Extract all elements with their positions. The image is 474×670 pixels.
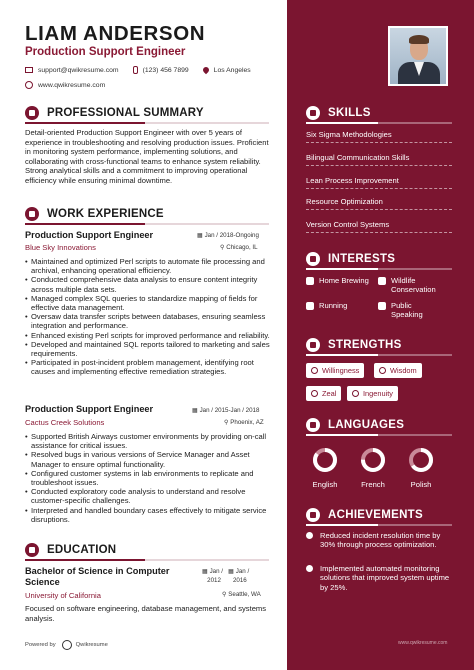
interests-divider [306,268,452,270]
education-divider [25,559,269,561]
list-item: • Enhanced existing Perl scripts for improved performance and reliability. [25,331,271,340]
pin-icon: ⚲ [224,419,231,426]
summary-text: Detail-oriented Production Support Engineer with over 5 years of experience in troubleshooting and resolving production issues. Proficient in monitoring system performance, implementing solutions, and collaborating with cross-functional teams to enhance system reliability. Strong analytical skills and a commitment to improving operational efficiency while ensuring minimal downtime. [25,128,269,185]
education-title: EDUCATION [47,544,117,556]
strength-label: Willingness [322,366,360,375]
edu-date-4: 2016 [232,576,247,584]
job-1-company: Blue Sky Innovations [25,243,96,252]
pin-icon: ⚲ [222,591,229,598]
list-item: • Maintained and optimized Perl scripts to automate file processing and archival, enhancing operational efficiency. [25,257,271,275]
edu-date-3: Jan / [235,568,250,575]
lightbulb-icon [379,367,386,374]
education-heading [25,543,116,557]
interest-label: Home Brewing [319,276,369,285]
globe-icon [25,81,33,89]
candidate-role: Production Support Engineer [25,46,186,58]
edu-date-1: Jan / [209,568,223,575]
list-item: • Conducted exploratory code analysis to understand and resolve customer-specific challenges. [25,487,271,505]
list-item: • Configured customer systems in lab environments to replicate and troubleshoot issues. [25,469,271,487]
briefcase-icon [25,106,39,120]
job-1-location-text: Chicago, IL [226,244,258,251]
interest-item [378,276,454,295]
list-item: • Supported British Airways customer environments by providing on-call assistance for critical issues. [25,432,271,450]
calendar-icon: ▦ [197,232,205,239]
interest-label: Wildlife Conservation [391,276,436,295]
interest-item [306,276,376,285]
achievement-text: Reduced incident resolution time by 30% through process optimization. [320,531,441,550]
calendar-icon: ▦ [192,407,200,414]
location-pin-icon [201,66,209,74]
achievement-item [306,564,452,592]
work-icon [25,207,39,221]
languages-divider [306,434,452,436]
skill-divider [306,188,452,189]
skills-divider [306,122,452,124]
languages-title: LANGUAGES [328,419,405,431]
mail-icon [25,67,33,73]
list-item: • Resolved bugs in various versions of Service Manager and Asset Manager to ensure optimal functionality. [25,450,271,468]
edu-date-2: 2012 [207,576,221,584]
education-school: University of California [25,591,101,600]
microphone-icon [378,302,386,310]
skill-item: Six Sigma Methodologies [306,130,392,139]
achievement-text: Implemented automated monitoring solutions that improved system uptime by 25%. [320,564,450,592]
skills-icon [306,106,320,120]
list-item: • Managed complex SQL queries to standardize mapping of fields for effective data management. [25,294,271,312]
interest-label: Running [319,301,348,310]
list-item: • Interpreted and handled boundary cases effectively to mitigate service disruptions. [25,506,271,524]
job-1-location [220,244,258,251]
strength-chip [374,363,422,378]
trophy-icon [306,508,320,522]
beer-icon [306,277,314,285]
calendar-icon: ▦ [228,568,236,575]
email-text: support@qwikresume.com [38,66,119,74]
contact-phone[interactable] [133,66,189,74]
list-item: • Conducted comprehensive data analysis to ensure content integrity across multiple data sets. [25,275,271,293]
star-icon [306,565,313,572]
interests-heading [306,252,395,266]
skill-divider [306,209,452,210]
job-2-title: Production Support Engineer [25,404,154,414]
skill-divider [306,165,452,166]
skill-divider [306,232,452,233]
summary-heading [25,106,204,120]
photo-hair [409,35,429,44]
skill-item: Lean Process Improvement [306,176,399,185]
skill-item: Bilingual Communication Skills [306,153,410,162]
location-text: Los Angeles [213,66,251,74]
interests-icon [306,252,320,266]
job-2-company: Cactus Creek Solutions [25,418,105,427]
education-degree: Bachelor of Science in Computer Science [25,566,170,587]
achievement-item [306,531,452,550]
gear-icon [352,390,359,397]
profile-photo [388,26,448,86]
leaf-icon [378,277,386,285]
website-text: www.qwikresume.com [38,81,106,89]
list-item: • Oversaw data transfer scripts between databases, ensuring seamless integration and performance. [25,312,271,330]
interest-item [378,301,438,320]
brand-name: Qwikresume [75,642,108,648]
pin-icon: ⚲ [220,244,227,251]
powered-by-text: Powered by [25,642,56,648]
candidate-name: LIAM ANDERSON [25,22,206,45]
strength-label: Zeal [322,389,337,398]
interests-title: INTERESTS [328,253,396,265]
achievements-heading [306,508,423,522]
strengths-heading [306,338,402,352]
job-1-title: Production Support Engineer [25,230,154,240]
summary-divider [25,122,269,124]
job-2-location-text: Phoenix, AZ [230,419,264,426]
education-location-text: Seattle, WA [228,591,261,598]
star-icon [306,532,313,539]
strength-label: Ingenuity [363,389,393,398]
job-2-location [224,419,264,426]
contact-location [203,67,251,74]
job-2-dates-text: Jan / 2015-Jan / 2018 [199,407,260,414]
languages-heading [306,418,404,432]
achievements-divider [306,524,452,526]
bolt-icon [311,390,318,397]
strengths-title: STRENGTHS [328,339,402,351]
education-dates [202,568,272,585]
language-ring-french [360,447,386,473]
interest-item [306,301,376,310]
education-description: Focused on software engineering, database management, and systems analysis. [25,604,267,623]
experience-divider [25,223,269,225]
powered-by[interactable] [25,640,108,650]
strengths-icon [306,338,320,352]
education-location [222,591,261,598]
job-2-dates [192,407,259,414]
thumbs-up-icon [311,367,318,374]
contact-row [25,66,265,74]
list-item: • Developed and maintained SQL reports tailored to marketing and sales requirements. [25,340,271,358]
qwikresume-logo-icon [62,640,72,650]
calendar-icon: ▦ [202,568,210,575]
experience-title: WORK EXPERIENCE [47,208,164,220]
languages-icon [306,418,320,432]
list-item: • Participated in post-incident problem management, identifying root causes and implementing effective remediation strategies. [25,358,271,376]
achievements-title: ACHIEVEMENTS [328,509,423,521]
phone-text: (123) 456 7899 [142,66,189,74]
graduation-cap-icon [25,543,39,557]
job-1-dates-text: Jan / 2018-Ongoing [204,232,259,239]
skills-title: SKILLS [328,107,371,119]
job-1-dates [197,232,259,239]
job-2-bullets [25,432,271,524]
skill-item: Version Control Systems [306,220,390,229]
strength-chip [347,386,398,401]
strength-chip [306,386,341,401]
strength-chip [306,363,364,378]
experience-heading [25,207,164,221]
paw-icon [306,302,314,310]
language-label: French [361,480,385,489]
skill-divider [306,142,452,143]
strength-label: Wisdom [390,366,417,375]
contact-email[interactable] [25,67,119,74]
job-1-bullets [25,257,271,377]
language-ring-english [312,447,338,473]
skills-heading [306,106,371,120]
contact-website[interactable] [25,81,105,89]
language-ring-polish [408,447,434,473]
language-label: Polish [410,480,432,489]
interest-label: Public Speaking [391,301,423,320]
skill-item: Resource Optimization [306,197,383,206]
footer-url[interactable]: www.qwikresume.com [398,640,448,646]
phone-icon [133,66,138,74]
strengths-divider [306,354,452,356]
summary-title: PROFESSIONAL SUMMARY [47,107,204,119]
language-label: English [312,480,338,489]
